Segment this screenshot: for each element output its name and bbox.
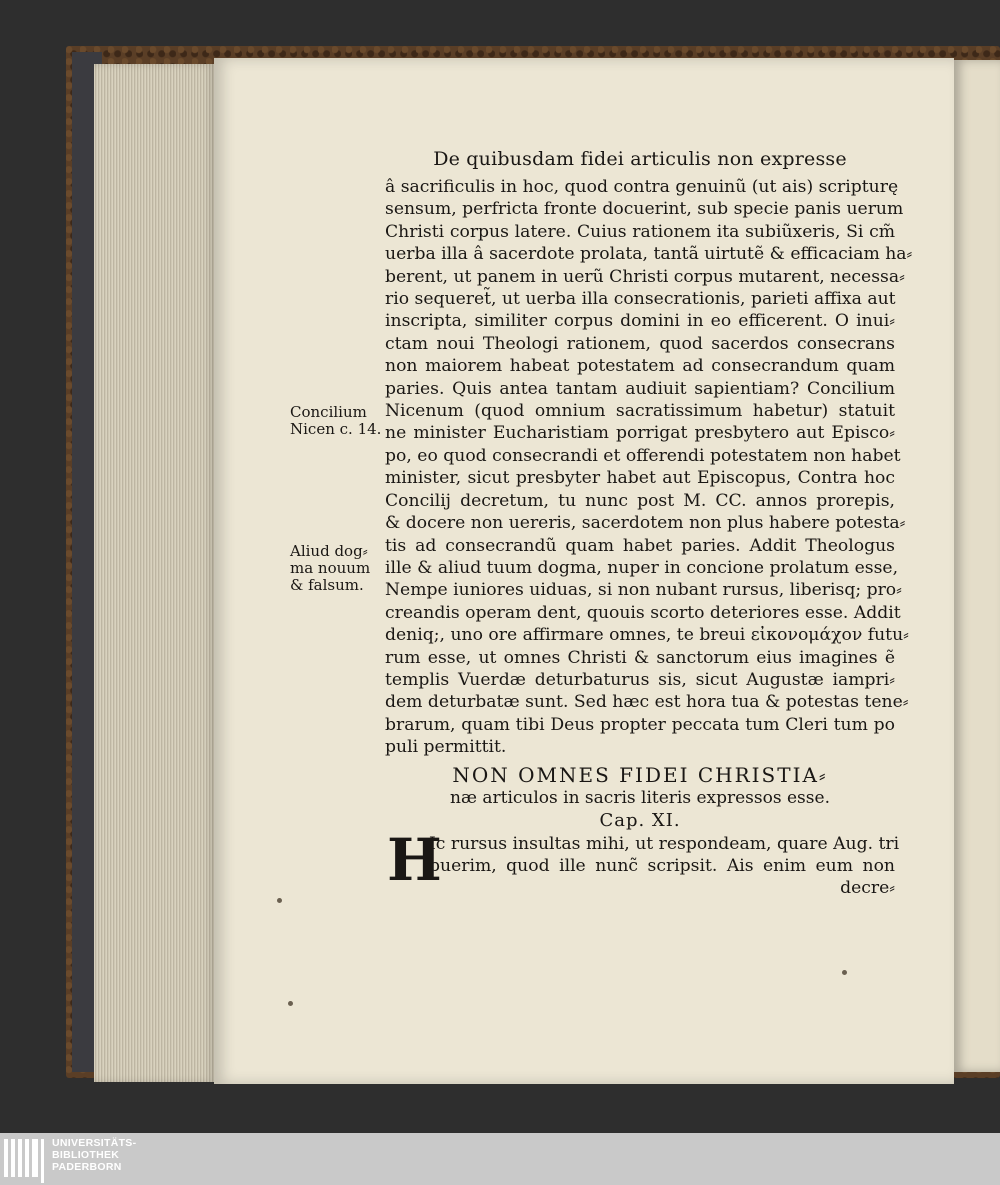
body-line: berent, ut panem in uerũ Christi corpus mutarent, necessa⸗ [385,266,905,287]
body-line: brarum, quam tibi Deus propter peccata tum Cleri tum po [385,714,895,735]
body-line: paries. Quis antea tantam audiuit sapientiam? Concilium [385,378,895,399]
body-line: templis Vuerdæ deturbaturus sis, sicut Augustæ iampri⸗ [385,669,895,690]
catchword: decre⸗ [840,878,895,899]
body-line: deniq;, uno ore affirmare omnes, te breui εἰκονομάχον futu⸗ [385,625,909,646]
body-line: sensum, perfricta fronte docuerint, sub specie panis uerum [385,199,904,220]
body-line: Christi corpus latere. Cuius rationem ita subiũxeris, Si cm̃ [385,221,895,242]
body-line: â sacrificulis in hoc, quod contra genuinũ (ut ais) scripturę [385,177,899,197]
running-head: De quibusdam fidei articulis non expresse [433,148,847,170]
library-logo-text [52,1137,136,1173]
drop-cap: H [387,825,442,894]
chapter-paragraph [385,825,900,900]
body-line: Concilij decretum, tu nunc post M. CC. annos prorepis, [385,490,895,511]
paragraph-line: buerim, quod ille nunc̃ scripsit. Ais enim eum non [429,855,895,876]
body-line: tis ad consecrandũ quam habet paries. Addit Theologus [385,535,895,556]
chapter-number: Cap. XI. [599,809,681,831]
chapter-title: NON OMNES FIDEI CHRISTIA⸗ [452,762,828,787]
paper-speck [277,898,282,903]
margin-note-line: Nicen c. 14. [290,420,382,438]
margin-note-line: Aliud dog⸗ [290,542,368,560]
body-line: puli permittit. [385,737,507,758]
chapter-subtitle: næ articulos in sacris literis expressos esse. [450,787,830,808]
margin-note-line: ma nouum [290,559,371,577]
margin-note-aliud-dogma [290,543,370,594]
body-line: po, eo quod consecrandi et offerendi potestatem non habet [385,445,901,466]
body-line: Nicenum (quod omnium sacratissimum habetur) statuit [385,401,895,422]
paper-speck [288,1001,293,1006]
logo-line: UNIVERSITÄTS- [52,1137,137,1149]
body-line: dem deturbatæ sunt. Sed hæc est hora tua & potestas tene⸗ [385,692,909,713]
paper-speck [842,970,847,975]
body-line: ille & aliud tuum dogma, nuper in concione prolatum esse, [385,557,899,578]
body-line: & docere non uereris, sacerdotem non plus habere potesta⸗ [385,513,906,534]
body-line: ctam noui Theologi rationem, quod sacerdos consecrans [385,333,895,354]
body-line: minister, sicut presbyter habet aut Episcopus, Contra hoc [385,468,895,489]
paragraph-line: Ic rursus insultas mihi, ut respondeam, quare Aug. tri [429,833,900,854]
margin-note-concilium [290,404,381,438]
body-line: ne minister Eucharistiam porrigat presbytero aut Episco⸗ [385,423,895,444]
body-line: uerba illa â sacerdote prolata, tantã uirtutẽ & efficaciam ha⸗ [385,244,913,265]
facing-page-edge [954,60,1000,1072]
logo-line: PADERBORN [52,1161,122,1173]
body-line: rio sequeret̃, ut uerba illa consecrationis, parieti affixa aut [385,289,896,310]
body-text [385,176,913,759]
body-line: inscripta, similiter corpus domini in eo efficerent. O inui⸗ [385,311,895,332]
margin-note-line: Concilium [290,403,367,421]
footer-bar [0,1133,1000,1185]
main-text-block [385,148,913,900]
library-logo-icon [4,1139,46,1179]
body-line: rum esse, ut omnes Christi & sanctorum eius imagines ẽ [385,647,895,668]
body-line: non maiorem habeat potestatem ad consecrandum quam [385,356,895,377]
body-line: Nempe iuniores uiduas, si non nubant rursus, liberisq; pro⸗ [385,580,902,601]
logo-line: BIBLIOTHEK [52,1149,120,1161]
body-line: creandis operam dent, quouis scorto deteriores esse. Addit [385,602,901,623]
page-edges [94,64,216,1082]
margin-note-line: & falsum. [290,576,364,594]
